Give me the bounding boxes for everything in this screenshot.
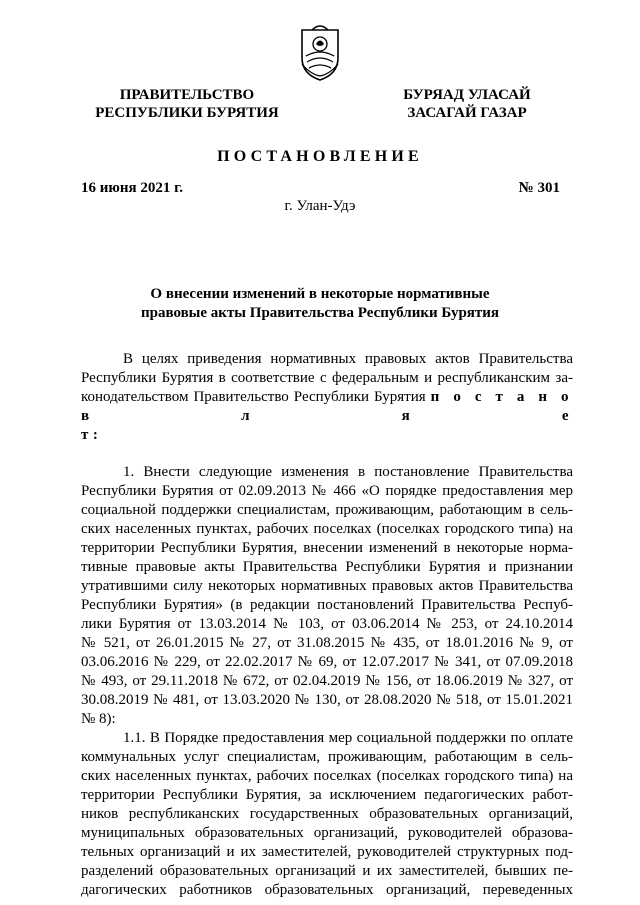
text-fragment: конодательством Правительство Республики Бурятия xyxy=(81,389,431,405)
document-type: ПОСТАНОВЛЕНИЕ xyxy=(217,148,423,165)
text-line: социальной поддержки специалистам, проживающим, работающим в сель- xyxy=(81,502,573,518)
text-line: тельных организаций и их заместителей, руководителей структурных под- xyxy=(81,844,573,860)
preamble-paragraph xyxy=(81,350,573,445)
text-line: В целях приведения нормативных правовых актов Правительства xyxy=(123,351,573,367)
paragraph-1 xyxy=(81,463,573,729)
paragraph-1-1 xyxy=(81,729,573,900)
title-line-2: правовые акты Правительства Республики Бурятия xyxy=(140,305,500,321)
text-line: ских населенных пунктах, рабочих поселках (поселках городского типа) на xyxy=(81,521,573,537)
text-line: 1.1. В Порядке предоставления мер социальной поддержки по оплате xyxy=(123,730,573,746)
title-line-1: О внесении изменений в некоторые нормативные xyxy=(150,286,490,302)
issuer-line-1: ПРАВИТЕЛЬСТВО xyxy=(119,87,255,103)
issuer-buryat-line-2: ЗАСАГАЙ ГАЗАР xyxy=(407,105,527,121)
text-line: лики Бурятия от 13.03.2014 № 103, от 03.06.2014 № 253, от 24.10.2014 xyxy=(81,616,573,632)
issuer-name-buryat xyxy=(372,86,562,122)
text-line: утратившими силу некоторых нормативных правовых актов Правительства xyxy=(81,578,573,594)
text-line: муниципальных образовательных организаций, руководителей образова- xyxy=(81,825,573,841)
coat-of-arms-emblem xyxy=(298,24,342,82)
text-line: дагогических работников образовательных организаций, переведенных xyxy=(81,882,573,898)
text-line: ских населенных пунктах, рабочих поселках (поселках городского типа) на xyxy=(81,768,573,784)
issuer-name-russian xyxy=(82,86,292,122)
text-line: № 493, от 29.11.2018 № 672, от 02.04.2019 № 156, от 18.06.2019 № 327, от xyxy=(81,673,573,689)
text-line: коммунальных услуг специалистам, проживающим, работающим в сель- xyxy=(81,749,573,765)
text-line: Республики Бурятия» (в редакции постановлений Правительства Респуб- xyxy=(81,597,573,613)
text-line: 03.06.2016 № 229, от 22.02.2017 № 69, от 12.07.2017 № 341, от 07.09.2018 xyxy=(81,654,573,670)
document-body xyxy=(81,350,573,900)
issuer-line-2: РЕСПУБЛИКИ БУРЯТИЯ xyxy=(95,105,279,121)
text-line: № 8): xyxy=(81,711,116,727)
document-number: № 301 xyxy=(518,180,560,196)
issuer-buryat-line-1: БУРЯАД УЛАСАЙ xyxy=(403,87,531,103)
document-title xyxy=(90,285,550,323)
text-line: территории Республики Бурятия, за исключением педагогических работ- xyxy=(81,787,573,803)
document-city: г. Улан-Удэ xyxy=(284,198,356,214)
text-line: № 521, от 26.01.2015 № 27, от 31.08.2015 № 435, от 18.01.2016 № 9, от xyxy=(81,635,573,651)
text-line: разделений образовательных организаций и их заместителей, бывших пе- xyxy=(81,863,573,879)
text-line: Республики Бурятия от 02.09.2013 № 466 «О порядке предоставления мер xyxy=(81,483,573,499)
text-line: 1. Внести следующие изменения в постановление Правительства xyxy=(123,464,573,480)
resolution-word: п о с т а н о в л я е xyxy=(81,389,573,424)
resolution-word-end: т: xyxy=(81,427,103,443)
text-line: территории Республики Бурятия, внесении изменений в некоторые норма- xyxy=(81,540,573,556)
text-line xyxy=(81,388,573,426)
text-line: тивные правовые акты Правительства Республики Бурятия и признании xyxy=(81,559,573,575)
text-line: ников республиканских государственных образовательных организаций, xyxy=(81,806,573,822)
text-line: 30.08.2019 № 481, от 13.03.2020 № 130, от 28.08.2020 № 518, от 15.01.2021 xyxy=(81,692,573,708)
text-line: Республики Бурятия в соответствие с федеральным и республиканским за- xyxy=(81,370,573,386)
document-date: 16 июня 2021 г. xyxy=(81,180,183,196)
